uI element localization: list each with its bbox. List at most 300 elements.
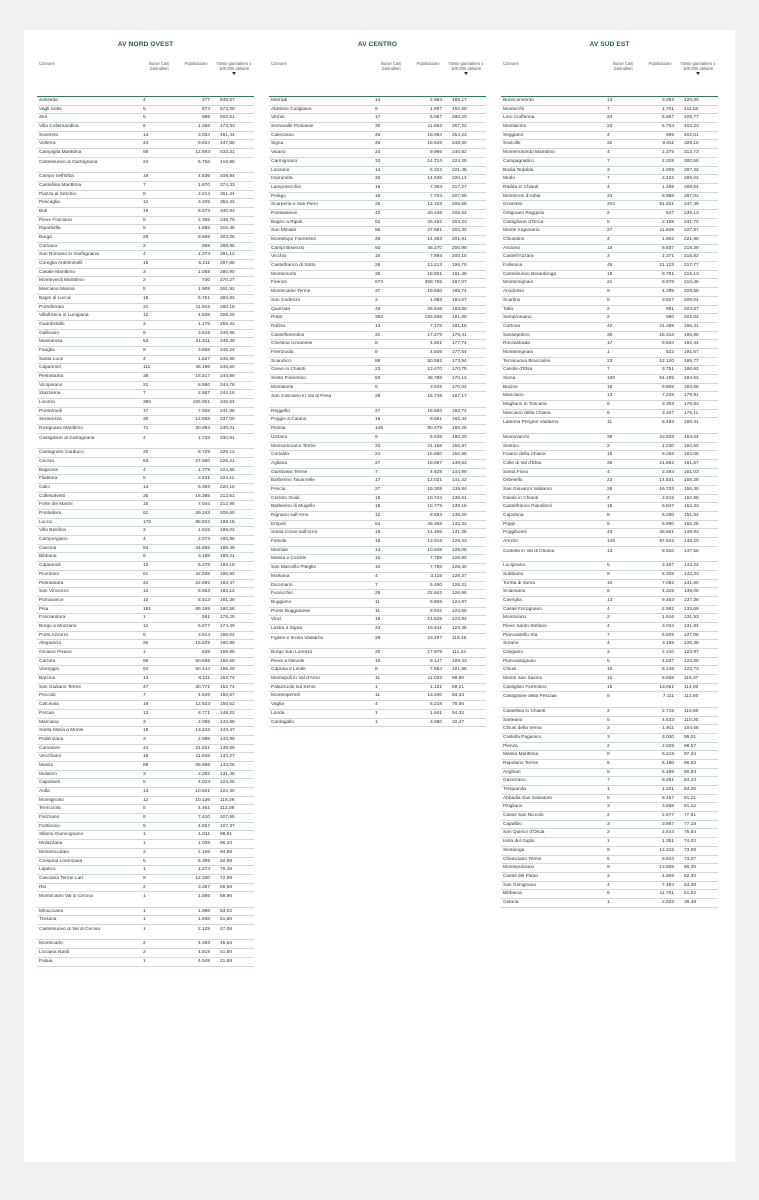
cell-popolazione: 27.850: [195, 458, 210, 464]
cell-tasso: 32,47: [452, 719, 465, 725]
cell-tasso: 201,91: [452, 237, 467, 242]
cell-tasso: 227,87: [684, 228, 699, 234]
cell-nuovi-casi: 3: [607, 804, 610, 810]
cell-comune: Castelnuovo di Garfagnana: [39, 159, 98, 165]
cell-tasso: 134,27: [220, 754, 235, 760]
cell-tasso: 280,20: [452, 115, 467, 121]
column-header-comune: [37, 62, 140, 67]
cell-comune: Vagli Sotto: [39, 106, 62, 112]
cell-comune: Campagnatico: [503, 158, 534, 164]
column-header-tasso[interactable]: [678, 62, 718, 75]
table-row: [501, 725, 718, 734]
table-row: [501, 451, 718, 460]
cell-tasso: 270,27: [220, 278, 235, 284]
cell-tasso: 200,99: [452, 245, 467, 251]
table-row: [269, 425, 486, 434]
cell-nuovi-casi: 15: [143, 261, 149, 267]
cell-tasso: 156,55: [220, 658, 235, 664]
sort-descending-icon[interactable]: [696, 72, 700, 75]
cell-popolazione: 8.810: [661, 548, 674, 554]
cell-nuovi-casi: 6: [375, 384, 378, 390]
cell-nuovi-casi: 7: [143, 182, 146, 188]
table-row: [501, 856, 718, 865]
table-row: [37, 399, 254, 408]
table-row: [37, 364, 254, 373]
cell-tasso: 187,07: [452, 280, 467, 286]
cell-comune: Campi Bisenzio: [271, 245, 305, 251]
cell-tasso: 53,02: [220, 908, 233, 914]
table-row: [37, 884, 254, 893]
cell-tasso: 54,32: [452, 710, 465, 716]
cell-tasso: 152,74: [220, 684, 235, 690]
cell-tasso: 124,87: [452, 599, 467, 605]
cell-comune: Lastra a Signa: [271, 625, 302, 631]
cell-popolazione: 3.615: [197, 330, 210, 336]
table-row: [269, 634, 486, 649]
cell-popolazione: 81.621: [659, 202, 674, 208]
table-row: [37, 458, 254, 467]
cell-tasso: 107,96: [220, 815, 235, 821]
cell-nuovi-casi: 29: [143, 235, 149, 241]
cell-popolazione: 8.809: [429, 599, 442, 605]
cell-tasso: 152,96: [684, 495, 699, 501]
cell-nuovi-casi: 5: [607, 760, 610, 766]
cell-comune: Fostinovo: [39, 823, 60, 829]
cell-popolazione: 1.696: [197, 894, 210, 900]
cell-nuovi-casi: 43: [607, 530, 613, 536]
cell-comune: Civitella in Val di Chiana: [503, 548, 555, 554]
cell-popolazione: 12.623: [195, 702, 210, 708]
cell-popolazione: 4.295: [661, 289, 674, 295]
cell-tasso: 340,93: [220, 208, 235, 214]
cell-popolazione: 15.690: [427, 452, 442, 458]
cell-comune: Vaglia: [271, 702, 284, 708]
cell-popolazione: 60.685: [195, 658, 210, 664]
cell-comune: Sovicille: [503, 141, 521, 147]
table-row: [269, 384, 486, 393]
table-row: [37, 536, 254, 545]
cell-tasso: 94,98: [220, 849, 233, 855]
cell-popolazione: 3.407: [661, 410, 674, 416]
cell-tasso: 169,41: [684, 420, 699, 426]
cell-nuovi-casi: 15: [607, 684, 613, 690]
sort-descending-icon[interactable]: [464, 72, 468, 75]
cell-popolazione: 13.051: [659, 684, 674, 690]
cell-nuovi-casi: 12: [143, 797, 149, 803]
cell-tasso: 230,81: [220, 435, 235, 441]
table-row: [37, 106, 254, 115]
column-header-comune-label: Comune: [503, 61, 519, 66]
cell-comune: San Gimignano: [503, 882, 537, 888]
table-row: [37, 243, 254, 252]
cell-tasso: 217,77: [684, 263, 699, 269]
cell-comune: Monteroni d'Arbia: [503, 193, 541, 199]
cell-popolazione: 9.811: [662, 141, 674, 147]
cell-popolazione: 8.771: [197, 710, 210, 716]
cell-popolazione: 8.791: [661, 271, 674, 277]
cell-popolazione: 12.315: [659, 847, 674, 853]
cell-tasso: 178,25: [220, 615, 235, 621]
cell-nuovi-casi: 6: [143, 554, 146, 560]
table-row: [269, 477, 486, 486]
cell-popolazione: 7.026: [197, 408, 210, 414]
cell-tasso: 204,23: [452, 219, 467, 225]
cell-popolazione: 18.526: [427, 141, 442, 147]
column-header-popolazione-label: Popolazione: [416, 61, 440, 66]
cell-nuovi-casi: 1: [143, 867, 146, 873]
table-row: [269, 416, 486, 425]
cell-comune: Serravalle Pistoiese: [271, 124, 314, 130]
cell-popolazione: 60.144: [195, 667, 210, 673]
cell-comune: Seggiano: [503, 132, 524, 138]
cell-tasso: 450,68: [452, 106, 467, 112]
table-row: [269, 460, 486, 469]
table-row: [269, 149, 486, 158]
cell-comune: Orbetello: [503, 478, 523, 484]
cell-popolazione: 14.714: [427, 158, 442, 164]
cell-popolazione: 4.461: [197, 806, 210, 812]
table-row: [37, 710, 254, 719]
cell-nuovi-casi: 4: [607, 606, 610, 612]
table-row: [269, 616, 486, 625]
cell-comune: Montecarlo: [39, 941, 63, 947]
cell-nuovi-casi: 56: [375, 228, 381, 234]
cell-comune: Mulazzo: [39, 771, 57, 777]
cell-nuovi-casi: 24: [607, 115, 613, 121]
table-row: [501, 769, 718, 778]
cell-nuovi-casi: 380: [143, 400, 152, 406]
cell-tasso: 76,66: [452, 702, 465, 708]
column-header-tasso[interactable]: [446, 62, 486, 75]
cell-tasso: 158,28: [684, 478, 699, 484]
cell-popolazione: 7.854: [429, 667, 442, 673]
cell-tasso: 185,74: [452, 289, 467, 295]
cell-tasso: 99,01: [684, 734, 697, 740]
table-row: [269, 175, 486, 184]
cell-popolazione: 19.441: [427, 625, 442, 631]
table-row: [501, 821, 718, 830]
table-row: [269, 469, 486, 478]
table-row: [37, 382, 254, 391]
cell-comune: Impruneta: [271, 176, 293, 182]
table-row: [501, 106, 718, 115]
cell-popolazione: 8.729: [197, 450, 210, 456]
cell-tasso: 339,70: [220, 217, 235, 223]
cell-popolazione: 18.057: [427, 460, 442, 466]
cell-tasso: 186,90: [220, 571, 235, 577]
cell-tasso: 268,64: [684, 184, 699, 190]
cell-comune: Pistoia: [271, 426, 286, 432]
table-row: [501, 323, 718, 332]
cell-comune: Castiglione di Garfagnana: [39, 435, 95, 441]
table-row: [37, 840, 254, 849]
table-row: [501, 838, 718, 847]
cell-tasso: 72,99: [220, 875, 233, 881]
table-row: [37, 949, 254, 958]
cell-comune: Sinalunga: [503, 847, 525, 853]
column-header-popolazione-label: Popolazione: [648, 61, 672, 66]
cell-nuovi-casi: 1: [143, 832, 146, 838]
table-row: [501, 795, 718, 804]
cell-nuovi-casi: 5: [607, 769, 610, 775]
table-row: [37, 588, 254, 597]
cell-nuovi-casi: 61: [143, 571, 149, 577]
cell-nuovi-casi: 3: [607, 650, 610, 656]
cell-comune: Montecatini Val di Cecina: [39, 894, 93, 900]
cell-tasso: 162,60: [684, 443, 699, 449]
cell-comune: Castellina in Chianti: [503, 708, 546, 714]
cell-nuovi-casi: 20: [375, 650, 381, 656]
cell-tasso: 447,88: [220, 141, 235, 147]
cell-comune: Sarteano: [503, 717, 523, 723]
cell-tasso: 572,08: [220, 106, 235, 112]
cell-comune: Isola del Giglio: [503, 839, 535, 845]
cell-comune: Minucciano: [39, 908, 64, 914]
cell-popolazione: 11.663: [427, 124, 442, 130]
table-row: [269, 443, 486, 452]
cell-tasso: 122,73: [684, 667, 699, 673]
cell-comune: Montopoli in Val d'Arno: [271, 676, 320, 682]
cell-nuovi-casi: 4: [143, 356, 146, 362]
table-row: [501, 245, 718, 254]
cell-popolazione: 6.378: [197, 563, 210, 569]
cell-tasso: 221,45: [452, 167, 467, 173]
sort-descending-icon[interactable]: [232, 72, 236, 75]
table-row: [269, 590, 486, 599]
cell-comune: Buonconvento: [503, 98, 534, 103]
cell-popolazione: 561: [201, 615, 210, 621]
table-row: [37, 606, 254, 615]
cell-comune: San Marcello Piteglio: [271, 565, 317, 571]
table-row: [37, 658, 254, 667]
cell-popolazione: 155.001: [192, 400, 210, 406]
table-row: [37, 788, 254, 797]
table-row: [37, 191, 254, 200]
cell-nuovi-casi: 44: [143, 745, 149, 751]
cell-nuovi-casi: 18: [375, 617, 381, 623]
cell-comune: Cetona: [503, 899, 519, 905]
cell-popolazione: 14.536: [427, 176, 442, 182]
table-row: [501, 375, 718, 384]
cell-tasso: 129,33: [452, 539, 467, 545]
cell-nuovi-casi: 3: [143, 719, 146, 725]
table-row: [501, 306, 718, 315]
table-row: [269, 625, 486, 634]
region-columns: [37, 40, 718, 967]
cell-comune: Casciana Terme Lari: [39, 875, 83, 881]
cell-comune: Rufina: [271, 323, 285, 329]
cell-nuovi-casi: 8: [143, 217, 146, 223]
cell-comune: Santa Luce: [39, 356, 64, 362]
cell-tasso: 260,18: [220, 304, 235, 310]
cell-nuovi-casi: 89: [143, 762, 149, 768]
cell-tasso: 247,49: [684, 202, 699, 208]
cell-tasso: 115,37: [684, 676, 699, 682]
cell-nuovi-casi: 9: [607, 289, 610, 295]
cell-comune: Terricciola: [39, 806, 61, 812]
cell-popolazione: 4.626: [197, 313, 210, 319]
cell-popolazione: 10.848: [427, 547, 442, 553]
cell-nuovi-casi: 4: [607, 495, 610, 501]
cell-comune: Fiesole: [271, 539, 287, 545]
cell-tasso: 123,85: [684, 658, 699, 664]
cell-comune: Sestino: [503, 443, 519, 449]
table-row: [269, 495, 486, 504]
table-row: [37, 580, 254, 589]
cell-tasso: 244,16: [220, 391, 235, 397]
cell-popolazione: 981: [665, 306, 674, 312]
table-row: [501, 777, 718, 786]
cell-popolazione: 3.467: [661, 563, 674, 569]
cell-nuovi-casi: 23: [607, 358, 613, 364]
cell-tasso: 203,87: [684, 306, 699, 312]
cell-tasso: 141,60: [684, 580, 699, 586]
cell-nuovi-casi: 1: [143, 894, 146, 900]
cell-nuovi-casi: 9: [143, 875, 146, 881]
cell-nuovi-casi: 13: [143, 676, 149, 682]
cell-nuovi-casi: 6: [607, 891, 610, 897]
cell-tasso: 39,48: [684, 899, 697, 905]
cell-tasso: 119,16: [452, 635, 467, 641]
cell-nuovi-casi: 2: [143, 849, 146, 855]
cell-popolazione: 3.080: [429, 719, 442, 725]
cell-nuovi-casi: 5: [607, 795, 610, 801]
table-row: [501, 410, 718, 419]
cell-comune: Bagni di Lucca: [39, 295, 71, 301]
cell-popolazione: 8.219: [661, 752, 674, 758]
cell-comune: Piancastagnaio: [503, 658, 536, 664]
cell-nuovi-casi: 23: [375, 367, 381, 373]
cell-comune: Anghiari: [503, 769, 521, 775]
cell-comune: Castellina Marittima: [39, 182, 82, 188]
cell-nuovi-casi: 16: [375, 193, 381, 199]
cell-nuovi-casi: 7: [375, 582, 378, 588]
table-row: [37, 719, 254, 728]
cell-comune: Capraia e Limite: [271, 667, 306, 673]
table-row: [37, 312, 254, 321]
cell-comune: Capannoli: [39, 563, 61, 569]
cell-comune: Montevarchi: [503, 434, 530, 440]
cell-comune: Capolona: [503, 513, 524, 519]
cell-comune: Greve in Chianti: [271, 367, 306, 373]
cell-popolazione: 9.569: [197, 235, 210, 241]
cell-comune: Villafranca in Lunigiana: [39, 313, 89, 319]
cell-popolazione: 6.328: [661, 571, 674, 577]
cell-nuovi-casi: 32: [607, 141, 613, 147]
cell-comune: Borgo San Lorenzo: [271, 650, 313, 656]
cell-tasso: 161,57: [684, 460, 699, 466]
cell-comune: Coreglia Antelminelli: [39, 261, 83, 267]
cell-comune: Castelfiorentino: [271, 332, 305, 338]
cell-popolazione: 1.779: [197, 467, 210, 473]
cell-tasso: 189,77: [684, 358, 699, 364]
cell-comune: Pieve a Nievole: [271, 658, 305, 664]
cell-nuovi-casi: 4: [143, 467, 146, 473]
cell-nuovi-casi: 4: [607, 623, 610, 629]
cell-popolazione: 1.009: [661, 167, 674, 173]
cell-comune: Fucecchio: [271, 591, 293, 597]
cell-tasso: 62,40: [684, 873, 697, 879]
cell-popolazione: 4.549: [197, 958, 210, 964]
table-row: [37, 779, 254, 788]
cell-comune: Quarrata: [271, 306, 290, 312]
cell-popolazione: 3.116: [430, 573, 442, 579]
cell-comune: Marciana: [39, 719, 59, 725]
table-row: [501, 114, 718, 123]
cell-nuovi-casi: 16: [143, 754, 149, 760]
table-row: [501, 812, 718, 821]
cell-popolazione: 21.158: [427, 443, 442, 449]
cell-comune: Vecchiano: [39, 754, 62, 760]
cell-nuovi-casi: 19: [143, 174, 149, 180]
cell-popolazione: 18.801: [427, 271, 442, 277]
table-row: [37, 571, 254, 580]
cell-popolazione: 8.291: [661, 778, 674, 784]
table-row: [269, 236, 486, 245]
cell-comune: Laterina Pergine Valdarno: [503, 420, 559, 426]
cell-tasso: 148,20: [684, 539, 699, 545]
cell-nuovi-casi: 15: [375, 504, 381, 510]
table-row: [37, 338, 254, 347]
cell-nuovi-casi: 17: [375, 115, 381, 121]
cell-popolazione: 1.627: [197, 356, 210, 362]
cell-comune: Cinigiano: [503, 650, 524, 656]
cell-popolazione: 13.200: [427, 693, 442, 699]
cell-tasso: 47,06: [220, 927, 233, 933]
cell-nuovi-casi: 2: [607, 210, 610, 216]
cell-nuovi-casi: 2: [607, 443, 610, 449]
table-row: [37, 149, 254, 158]
cell-nuovi-casi: 9: [143, 347, 146, 353]
table-row: [269, 434, 486, 443]
table-row: [37, 649, 254, 658]
cell-tasso: 433,31: [220, 150, 235, 156]
table-row: [501, 332, 718, 341]
cell-comune: Buggiano: [271, 599, 292, 605]
table-row: [501, 486, 718, 495]
cell-popolazione: 5.751: [197, 295, 210, 301]
cell-tasso: 143,99: [220, 736, 235, 742]
cell-popolazione: 11.916: [195, 754, 210, 760]
cell-comune: Lucca: [39, 519, 52, 525]
table-row: [501, 847, 718, 856]
table-row: [269, 366, 486, 375]
table-row: [501, 529, 718, 538]
cell-comune: Casale Marittimo: [39, 269, 75, 275]
column-header-tasso[interactable]: [214, 62, 254, 75]
cell-comune: Subbiano: [503, 571, 524, 577]
cell-nuovi-casi: 10: [143, 597, 149, 603]
cell-comune: Sillano Giuncugnano: [39, 832, 84, 838]
cell-nuovi-casi: 53: [143, 339, 149, 345]
cell-popolazione: 1.366: [197, 124, 210, 130]
table-row: [501, 562, 718, 571]
cell-nuovi-casi: 16: [375, 254, 381, 260]
cell-tasso: 90,93: [684, 769, 697, 775]
table-row: [269, 271, 486, 280]
cell-popolazione: 8.834: [661, 341, 674, 347]
cell-popolazione: 874: [201, 106, 210, 112]
cell-nuovi-casi: 52: [375, 219, 381, 225]
table-row: [37, 277, 254, 286]
cell-nuovi-casi: 161: [143, 606, 152, 612]
cell-comune: Cavriglia: [503, 597, 522, 603]
cell-popolazione: 5.857: [661, 115, 674, 121]
cell-nuovi-casi: 4: [607, 641, 610, 647]
cell-tasso: 163,64: [684, 434, 699, 440]
table-row: [37, 390, 254, 399]
table-row: [269, 332, 486, 341]
